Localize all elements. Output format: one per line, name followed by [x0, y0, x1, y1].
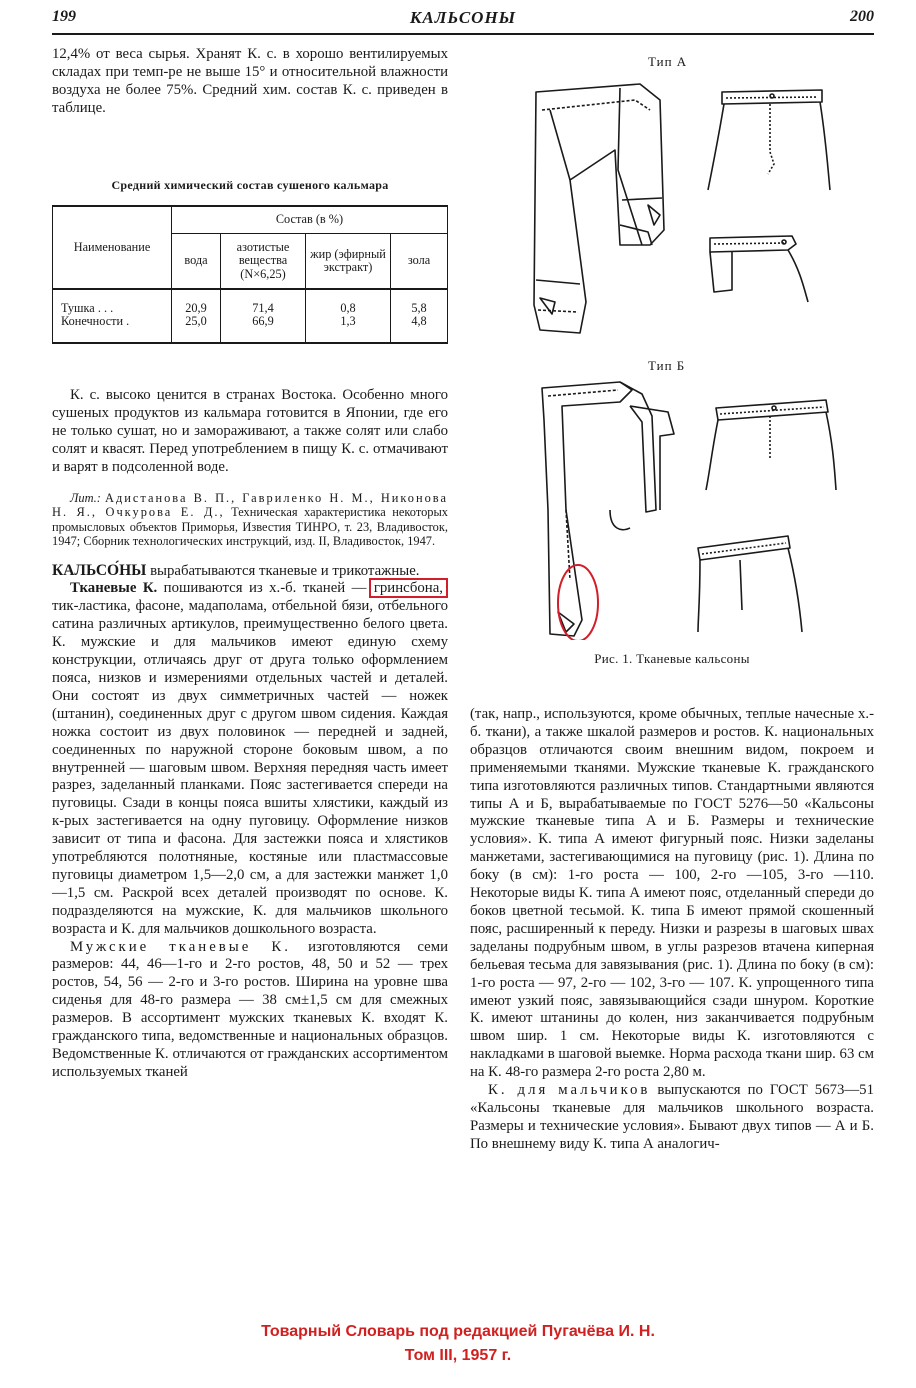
table-header-name: Наименование	[53, 206, 172, 289]
table-cell: Конечности .	[61, 314, 130, 329]
boys-body: выпускаются по ГОСТ 5673—51 «Кальсоны тканевые для мальчиков школьного возраста. Размеры и технические условия». Бывают двух типов — А и Б. По внешнему виду К. типа А аналогич-	[470, 1082, 874, 1152]
paragraph-east: К. с. высоко ценится в странах Востока. Особенно много сушеных продуктов из кальмара готовится в Японии, где его не только сушат, но и замораживают, а также солят или слабо солят и квасят. Перед употреблением в пищу К. с. отмачивают и варят в подсоленной воде.	[52, 387, 448, 475]
footer-source: Товарный Словарь под редакцией Пугачёва И. Н.	[261, 1323, 655, 1340]
column-left-middle	[52, 387, 448, 1082]
type-b-waistband-back	[698, 536, 802, 632]
table-header-group: Состав (в %)	[172, 206, 448, 234]
lit-label: Лит.:	[70, 490, 101, 505]
figure-label-type-a: Тип А	[648, 54, 688, 69]
table-row-names	[53, 289, 172, 343]
boys-label: К. для мальчиков	[488, 1082, 651, 1099]
figure-drawings	[470, 40, 874, 640]
paragraph-storage: 12,4% от веса сырья. Хранят К. с. в хорошо вентилируемых складах при темп-ре не выше 15° и относительной влажности воздуха не более 75%. Средний хим. состав К. с. приведен в таблице.	[52, 46, 448, 116]
paragraph-boys	[470, 1082, 874, 1154]
table-cell-column	[391, 289, 448, 343]
column-right	[470, 706, 874, 1154]
page-number-right: 200	[850, 8, 874, 25]
table-cell: 71,4	[252, 301, 274, 315]
type-a-waistband-back	[710, 236, 808, 302]
table-cell: 1,3	[340, 314, 356, 329]
highlighted-term: гринсбона,	[369, 578, 448, 598]
table-caption: Средний химический состав сушеного кальмара	[111, 178, 389, 192]
type-a-main-drawing	[534, 84, 664, 333]
paragraph-fabric	[52, 580, 448, 938]
fabric-label: Тканевые К.	[70, 580, 158, 597]
table-cell-column	[306, 289, 391, 343]
lit-authors: Адистанова В. П., Гавриленко Н. М., Никонова Н. Я., Очкурова Е. Д.,	[52, 490, 448, 520]
figure-caption: Рис. 1. Тканевые кальсоны	[594, 651, 750, 666]
table-cell-column	[221, 289, 306, 343]
paragraph-types: (так, напр., используются, кроме обычных, теплые начесные х.-б. ткани), а также шкалой размеров и ростов. К. национальных образцов отличаются своим внешним видом, покроем и применяемыми тканями. Мужские тканевые К. гражданского типа изготовляются различных типов. Стандартными являются типы А и Б, вырабатываемые по ГОСТ 5276—50 «Кальсоны мужские тканевые типа А и Б. Размеры и технические условия». К. типа А имеют фигурный пояс. Низки заделаны манжетами, застегивающимися на пуговицу (рис. 1). Длина по боку (в см): 1-го роста — 100, 2-го —105, 3-го —110. Некоторые виды К. типа А имеют пояс, отделанный спереди до боков цветной тесьмой. К. типа Б имеют прямой скошенный пояс, расширенный к переду. Низки и разрезы в шаговых швах заделаны подрубным швом, в углы разрезов втачена киперная бельевая тесьма для завязывания (рис. 1). Длина по боку (в см): 1-го роста — 97, 2-го — 102, 3-го — 107. К. упрощенного типа имеют узкий пояс, завязывающийся сзади шнуром. Короткие К. имеют штанины до колен, низ заканчивается подрубным швом шир. 1 см. Некоторые виды К. изготовляются с накладками в шаговой выемке. Норма расхода ткани шир. 63 см на К. 48-го размера 2-го роста 2,80 м.	[470, 706, 874, 1081]
type-a-waistband-front	[708, 90, 830, 190]
header-rule	[52, 33, 874, 35]
composition-table	[52, 205, 448, 344]
entry-title: КАЛЬСО́НЫ	[52, 561, 147, 579]
header-title: КАЛЬСОНЫ	[409, 8, 517, 27]
table-cell: 66,9	[252, 314, 274, 329]
page-number-left: 199	[52, 8, 76, 25]
table-header-col: жир (эфирный экстракт)	[306, 234, 391, 290]
type-b-main-drawing	[542, 382, 674, 636]
lit-sources: Техническая характеристика некоторых промысловых объектов Приморья, Известия ТИНРО, т. 23, Владивосток, 1947; Сборник технологических инструкций, изд. II, Владивосток, 1947.	[52, 505, 448, 549]
figure-underwear	[470, 40, 874, 680]
footer-volume: Том III, 1957 г.	[404, 1347, 512, 1364]
men-label: Мужские тканевые К.	[70, 938, 291, 955]
table-cell: 5,8	[411, 301, 427, 315]
table-cell: 4,8	[411, 314, 427, 329]
table-header-col: зола	[391, 234, 448, 290]
table-cell-column	[172, 289, 221, 343]
table-cell: Тушка . . .	[61, 301, 114, 315]
figure-label-type-b: Тип Б	[648, 358, 686, 373]
table-header-col: азотистые вещества (N×6,25)	[221, 234, 306, 290]
table-cell: 25,0	[185, 314, 207, 329]
table-cell: 20,9	[185, 301, 207, 315]
column-left-top	[52, 46, 448, 118]
table-cell: 0,8	[340, 301, 356, 315]
fabric-intro: пошиваются из х.-б. тканей —	[157, 580, 367, 597]
running-header	[52, 8, 874, 34]
type-b-waistband-front	[706, 400, 836, 490]
paragraph-men	[52, 939, 448, 1082]
entry-intro: вырабатываются тканевые и трикотажные.	[146, 562, 420, 579]
table-header-col: вода	[172, 234, 221, 290]
fabric-body: тик-ластика, фасоне, мадаполама, отбельной бязи, отбельного сатина различных артикулов, преимущественно белого цвета. К. мужские и для мальчиков имеют единую схему конструкции, отличаясь друг от друга только оформлением пояса, низков и измерениями отдельных частей и деталей. Они состоят из двух симметричных частей — ножек (штанин), соединенных друг с другом швом сидения. Каждая ножка состоит из двух половинок — передней и задней, соединенных по наружной стороне боковым швом, а по внутренней — шаговым швом. Верхняя передняя часть имеет разрез, заделанный планками. Пояс застегивается спереди на пуговицы. Сзади в концы пояса вшиты хлястики, каждый из к-рых застегивается на одну пуговицу. Оформление низков зависит от типа и фасона. Для застежки пояса и хлястиков употребляются полотняные, костяные или пластмассовые пуговицы диаметром 1,5—2,0 см, а для застежки манжет 1,0—1,5 см. Раскрой всех деталей производят по основе. К. подразделяются на мужские, К. для мальчиков школьного возраста и К. для мальчиков дошкольного возраста.	[52, 598, 448, 937]
literature-reference	[52, 491, 448, 549]
table-body	[53, 289, 448, 343]
men-body: изготовляются семи размеров: 44, 46—1-го и 2-го ростов, 48, 50 и 52 — трех ростов, 54, 56 — 2-го и 3-го ростов. Ширина на уровне шва сиденья для 48-го размера — 38 см±1,5 см для смежных размеров. В ассортимент мужских тканевых К. входят К. гражданского типа, ведомственные и национальных образцов. Ведомственные К. отличаются от гражданских ассортиментом используемых тканей	[52, 938, 448, 1080]
